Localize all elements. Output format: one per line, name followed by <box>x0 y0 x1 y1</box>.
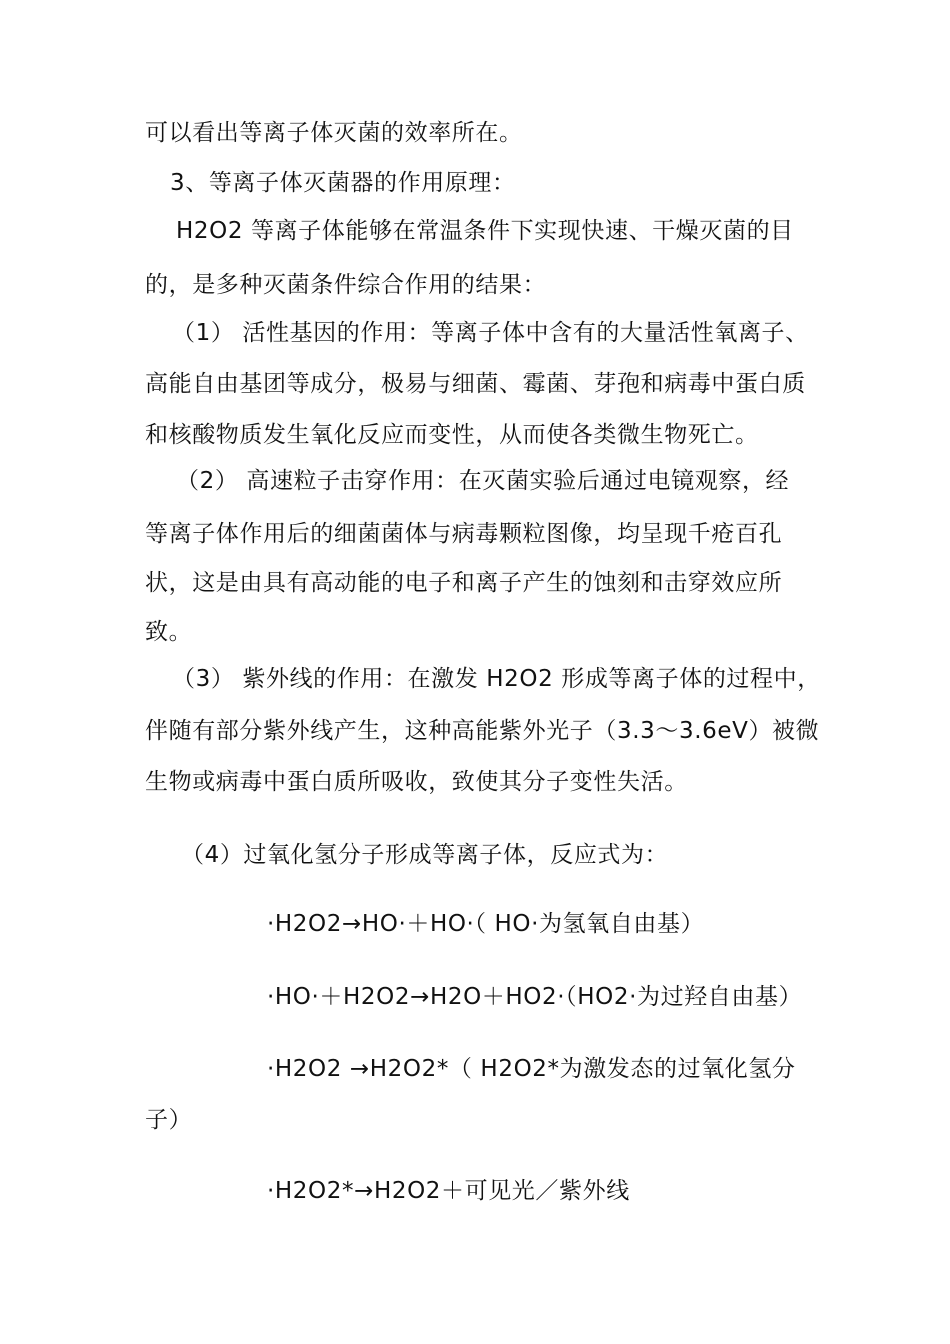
paragraph-line: 生物或病毒中蛋白质所吸收，致使其分子变性失活。 <box>145 769 688 795</box>
list-item-2: （2） 高速粒子击穿作用：在灭菌实验后通过电镜观察，经 <box>176 468 790 494</box>
reaction-equation: ·HO·＋H2O2→H2O＋HO2·（HO2·为过羟自由基） <box>267 984 803 1010</box>
paragraph-line: 子） <box>145 1107 193 1133</box>
reaction-equation: ·H2O2→HO·＋HO·（ HO·为氢氧自由基） <box>267 911 705 937</box>
paragraph-line: 和核酸物质发生氧化反应而变性，从而使各类微生物死亡。 <box>145 422 759 448</box>
paragraph-line: 伴随有部分紫外线产生，这种高能紫外光子（3.3～3.6eV）被微 <box>145 718 820 744</box>
list-item-4: （4）过氧化氢分子形成等离子体，反应式为： <box>181 842 669 868</box>
list-item-3: （3） 紫外线的作用：在激发 H2O2 形成等离子体的过程中， <box>172 666 821 692</box>
reaction-equation: ·H2O2 →H2O2*（ H2O2*为激发态的过氧化氢分 <box>267 1056 796 1082</box>
paragraph-line: 高能自由基团等成分，极易与细菌、霉菌、芽孢和病毒中蛋白质 <box>145 371 806 397</box>
paragraph-line: H2O2 等离子体能够在常温条件下实现快速、干燥灭菌的目 <box>176 218 794 244</box>
section-heading: 3、等离子体灭菌器的作用原理： <box>170 170 516 196</box>
paragraph-line: 可以看出等离子体灭菌的效率所在。 <box>145 120 523 146</box>
reaction-equation: ·H2O2*→H2O2＋可见光／紫外线 <box>267 1178 630 1204</box>
paragraph-line: 的，是多种灭菌条件综合作用的结果： <box>145 272 547 298</box>
list-item-1: （1） 活性基因的作用：等离子体中含有的大量活性氧离子、 <box>172 320 809 346</box>
paragraph-line: 致。 <box>145 619 193 645</box>
paragraph-line: 状，这是由具有高动能的电子和离子产生的蚀刻和击穿效应所 <box>145 570 783 596</box>
paragraph-line: 等离子体作用后的细菌菌体与病毒颗粒图像，均呈现千疮百孔 <box>145 521 783 547</box>
